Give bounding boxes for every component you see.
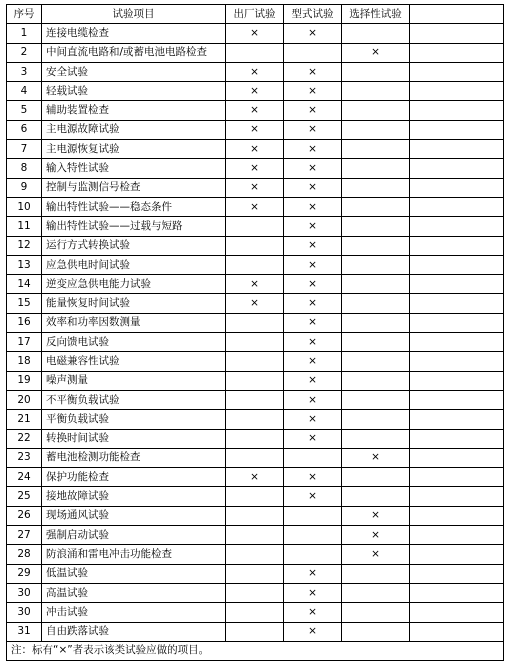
- test-item-name: 应急供电时间试验: [42, 255, 226, 274]
- blank-cell: [410, 390, 504, 409]
- type-test-mark: ×: [284, 140, 342, 159]
- row-number: 15: [7, 294, 42, 313]
- table-row: [7, 255, 504, 274]
- factory-test-mark: [226, 583, 284, 602]
- type-test-mark: ×: [284, 371, 342, 390]
- row-number: 21: [7, 410, 42, 429]
- test-item-name: 输入特性试验: [42, 159, 226, 178]
- row-number: 31: [7, 622, 42, 641]
- factory-test-mark: [226, 333, 284, 352]
- type-test-mark: ×: [284, 390, 342, 409]
- blank-cell: [410, 294, 504, 313]
- factory-test-mark: [226, 506, 284, 525]
- type-test-mark: ×: [284, 197, 342, 216]
- optional-test-mark: [342, 24, 410, 43]
- table-row: [7, 178, 504, 197]
- factory-test-mark: [226, 487, 284, 506]
- table-row: [7, 101, 504, 120]
- row-number: 24: [7, 468, 42, 487]
- optional-test-mark: [342, 217, 410, 236]
- row-number: 20: [7, 390, 42, 409]
- test-item-name: 自由跌落试验: [42, 622, 226, 641]
- row-number: 5: [7, 101, 42, 120]
- optional-test-mark: [342, 583, 410, 602]
- optional-test-mark: ×: [342, 526, 410, 545]
- table-row: [7, 448, 504, 467]
- test-item-name: 运行方式转换试验: [42, 236, 226, 255]
- blank-cell: [410, 371, 504, 390]
- row-number: 18: [7, 352, 42, 371]
- blank-cell: [410, 603, 504, 622]
- row-number: 11: [7, 217, 42, 236]
- table-row: [7, 24, 504, 43]
- blank-cell: [410, 564, 504, 583]
- optional-test-mark: [342, 429, 410, 448]
- blank-cell: [410, 140, 504, 159]
- blank-cell: [410, 429, 504, 448]
- optional-test-mark: ×: [342, 43, 410, 62]
- factory-test-mark: [226, 448, 284, 467]
- optional-test-mark: [342, 255, 410, 274]
- factory-test-mark: [226, 545, 284, 564]
- optional-test-mark: ×: [342, 506, 410, 525]
- factory-test-mark: ×: [226, 24, 284, 43]
- optional-test-mark: [342, 120, 410, 139]
- test-item-name: 逆变应急供电能力试验: [42, 275, 226, 294]
- table-row: [7, 217, 504, 236]
- header-optional-test: 选择性试验: [342, 5, 410, 24]
- factory-test-mark: [226, 313, 284, 332]
- type-test-mark: ×: [284, 468, 342, 487]
- factory-test-mark: [226, 410, 284, 429]
- type-test-mark: ×: [284, 603, 342, 622]
- table-row: [7, 429, 504, 448]
- row-number: 10: [7, 197, 42, 216]
- test-item-name: 电磁兼容性试验: [42, 352, 226, 371]
- table-row: [7, 622, 504, 641]
- header-test-item: 试验项目: [42, 5, 226, 24]
- factory-test-mark: [226, 390, 284, 409]
- type-test-mark: ×: [284, 159, 342, 178]
- table-row: [7, 526, 504, 545]
- blank-cell: [410, 410, 504, 429]
- row-number: 22: [7, 429, 42, 448]
- row-number: 16: [7, 313, 42, 332]
- blank-cell: [410, 120, 504, 139]
- factory-test-mark: ×: [226, 159, 284, 178]
- table-row: [7, 120, 504, 139]
- optional-test-mark: [342, 236, 410, 255]
- factory-test-mark: ×: [226, 82, 284, 101]
- note-row: [7, 641, 504, 660]
- test-items-table: [6, 4, 504, 661]
- test-item-name: 保护功能检查: [42, 468, 226, 487]
- table-row: [7, 410, 504, 429]
- optional-test-mark: ×: [342, 545, 410, 564]
- optional-test-mark: [342, 333, 410, 352]
- factory-test-mark: ×: [226, 62, 284, 81]
- factory-test-mark: [226, 564, 284, 583]
- table-body: [7, 24, 504, 642]
- test-item-name: 主电源恢复试验: [42, 140, 226, 159]
- blank-cell: [410, 313, 504, 332]
- row-number: 7: [7, 140, 42, 159]
- table-row: [7, 352, 504, 371]
- table-row: [7, 62, 504, 81]
- row-number: 14: [7, 275, 42, 294]
- test-item-name: 轻载试验: [42, 82, 226, 101]
- table-row: [7, 43, 504, 62]
- blank-cell: [410, 62, 504, 81]
- row-number: 3: [7, 62, 42, 81]
- test-item-name: 冲击试验: [42, 603, 226, 622]
- header-serial: 序号: [7, 5, 42, 24]
- factory-test-mark: [226, 217, 284, 236]
- header-blank: [410, 5, 504, 24]
- type-test-mark: ×: [284, 622, 342, 641]
- blank-cell: [410, 82, 504, 101]
- blank-cell: [410, 487, 504, 506]
- row-number: 8: [7, 159, 42, 178]
- type-test-mark: ×: [284, 275, 342, 294]
- table-row: [7, 159, 504, 178]
- blank-cell: [410, 333, 504, 352]
- factory-test-mark: [226, 236, 284, 255]
- row-number: 28: [7, 545, 42, 564]
- row-number: 23: [7, 448, 42, 467]
- blank-cell: [410, 197, 504, 216]
- factory-test-mark: [226, 526, 284, 545]
- optional-test-mark: [342, 178, 410, 197]
- table-row: [7, 197, 504, 216]
- test-item-name: 连接电缆检查: [42, 24, 226, 43]
- table-row: [7, 564, 504, 583]
- optional-test-mark: [342, 197, 410, 216]
- optional-test-mark: [342, 140, 410, 159]
- blank-cell: [410, 101, 504, 120]
- optional-test-mark: [342, 275, 410, 294]
- blank-cell: [410, 178, 504, 197]
- table-row: [7, 140, 504, 159]
- header-row: [7, 5, 504, 24]
- blank-cell: [410, 622, 504, 641]
- type-test-mark: ×: [284, 24, 342, 43]
- blank-cell: [410, 236, 504, 255]
- table-row: [7, 390, 504, 409]
- test-item-name: 效率和功率因数测量: [42, 313, 226, 332]
- optional-test-mark: [342, 313, 410, 332]
- optional-test-mark: [342, 468, 410, 487]
- type-test-mark: ×: [284, 487, 342, 506]
- optional-test-mark: [342, 159, 410, 178]
- test-item-name: 现场通风试验: [42, 506, 226, 525]
- optional-test-mark: [342, 101, 410, 120]
- blank-cell: [410, 24, 504, 43]
- type-test-mark: ×: [284, 583, 342, 602]
- blank-cell: [410, 43, 504, 62]
- optional-test-mark: [342, 62, 410, 81]
- header-factory-test: 出厂试验: [226, 5, 284, 24]
- row-number: 30: [7, 583, 42, 602]
- type-test-mark: ×: [284, 333, 342, 352]
- type-test-mark: ×: [284, 313, 342, 332]
- row-number: 12: [7, 236, 42, 255]
- type-test-mark: [284, 448, 342, 467]
- type-test-mark: ×: [284, 294, 342, 313]
- table-row: [7, 603, 504, 622]
- blank-cell: [410, 275, 504, 294]
- factory-test-mark: ×: [226, 120, 284, 139]
- blank-cell: [410, 526, 504, 545]
- blank-cell: [410, 583, 504, 602]
- optional-test-mark: [342, 82, 410, 101]
- row-number: 27: [7, 526, 42, 545]
- test-item-name: 噪声测量: [42, 371, 226, 390]
- type-test-mark: ×: [284, 62, 342, 81]
- test-item-name: 能量恢复时间试验: [42, 294, 226, 313]
- test-item-name: 中间直流电路和/或蓄电池电路检查: [42, 43, 226, 62]
- type-test-mark: ×: [284, 429, 342, 448]
- test-item-name: 平衡负载试验: [42, 410, 226, 429]
- factory-test-mark: ×: [226, 197, 284, 216]
- row-number: 25: [7, 487, 42, 506]
- table-row: [7, 371, 504, 390]
- factory-test-mark: ×: [226, 275, 284, 294]
- table-row: [7, 545, 504, 564]
- factory-test-mark: ×: [226, 294, 284, 313]
- table-row: [7, 82, 504, 101]
- factory-test-mark: ×: [226, 468, 284, 487]
- type-test-mark: ×: [284, 178, 342, 197]
- row-number: 9: [7, 178, 42, 197]
- table-note: 注：标有“×”者表示该类试验应做的项目。: [7, 641, 504, 660]
- table-row: [7, 294, 504, 313]
- blank-cell: [410, 217, 504, 236]
- test-item-name: 强制启动试验: [42, 526, 226, 545]
- test-item-name: 输出特性试验——过载与短路: [42, 217, 226, 236]
- test-item-name: 不平衡负载试验: [42, 390, 226, 409]
- factory-test-mark: ×: [226, 178, 284, 197]
- factory-test-mark: [226, 352, 284, 371]
- type-test-mark: ×: [284, 101, 342, 120]
- row-number: 26: [7, 506, 42, 525]
- table-row: [7, 506, 504, 525]
- optional-test-mark: [342, 390, 410, 409]
- header-type-test: 型式试验: [284, 5, 342, 24]
- factory-test-mark: ×: [226, 101, 284, 120]
- test-item-name: 蓄电池检测功能检查: [42, 448, 226, 467]
- test-item-name: 反向馈电试验: [42, 333, 226, 352]
- test-item-name: 接地故障试验: [42, 487, 226, 506]
- table-row: [7, 487, 504, 506]
- factory-test-mark: [226, 622, 284, 641]
- optional-test-mark: [342, 622, 410, 641]
- test-item-name: 安全试验: [42, 62, 226, 81]
- type-test-mark: [284, 526, 342, 545]
- optional-test-mark: [342, 410, 410, 429]
- type-test-mark: [284, 506, 342, 525]
- optional-test-mark: [342, 371, 410, 390]
- test-item-name: 防浪涌和雷电冲击功能检查: [42, 545, 226, 564]
- optional-test-mark: [342, 294, 410, 313]
- type-test-mark: ×: [284, 217, 342, 236]
- test-item-name: 高温试验: [42, 583, 226, 602]
- optional-test-mark: [342, 603, 410, 622]
- row-number: 2: [7, 43, 42, 62]
- row-number: 19: [7, 371, 42, 390]
- type-test-mark: [284, 545, 342, 564]
- type-test-mark: ×: [284, 410, 342, 429]
- table-row: [7, 275, 504, 294]
- blank-cell: [410, 468, 504, 487]
- test-item-name: 转换时间试验: [42, 429, 226, 448]
- factory-test-mark: [226, 43, 284, 62]
- blank-cell: [410, 352, 504, 371]
- test-item-name: 主电源故障试验: [42, 120, 226, 139]
- blank-cell: [410, 448, 504, 467]
- row-number: 1: [7, 24, 42, 43]
- optional-test-mark: [342, 487, 410, 506]
- test-item-name: 低温试验: [42, 564, 226, 583]
- type-test-mark: [284, 43, 342, 62]
- table-row: [7, 313, 504, 332]
- factory-test-mark: [226, 371, 284, 390]
- test-item-name: 辅助装置检查: [42, 101, 226, 120]
- factory-test-mark: [226, 429, 284, 448]
- type-test-mark: ×: [284, 352, 342, 371]
- type-test-mark: ×: [284, 255, 342, 274]
- factory-test-mark: [226, 255, 284, 274]
- type-test-mark: ×: [284, 82, 342, 101]
- row-number: 29: [7, 564, 42, 583]
- document-page: [6, 4, 503, 661]
- optional-test-mark: [342, 352, 410, 371]
- test-item-name: 控制与监测信号检查: [42, 178, 226, 197]
- type-test-mark: ×: [284, 564, 342, 583]
- blank-cell: [410, 545, 504, 564]
- table-row: [7, 583, 504, 602]
- table-row: [7, 236, 504, 255]
- row-number: 30: [7, 603, 42, 622]
- factory-test-mark: ×: [226, 140, 284, 159]
- optional-test-mark: ×: [342, 448, 410, 467]
- table-row: [7, 468, 504, 487]
- optional-test-mark: [342, 564, 410, 583]
- blank-cell: [410, 506, 504, 525]
- factory-test-mark: [226, 603, 284, 622]
- row-number: 17: [7, 333, 42, 352]
- row-number: 13: [7, 255, 42, 274]
- type-test-mark: ×: [284, 120, 342, 139]
- type-test-mark: ×: [284, 236, 342, 255]
- row-number: 4: [7, 82, 42, 101]
- row-number: 6: [7, 120, 42, 139]
- test-item-name: 输出特性试验——稳态条件: [42, 197, 226, 216]
- blank-cell: [410, 255, 504, 274]
- blank-cell: [410, 159, 504, 178]
- table-row: [7, 333, 504, 352]
